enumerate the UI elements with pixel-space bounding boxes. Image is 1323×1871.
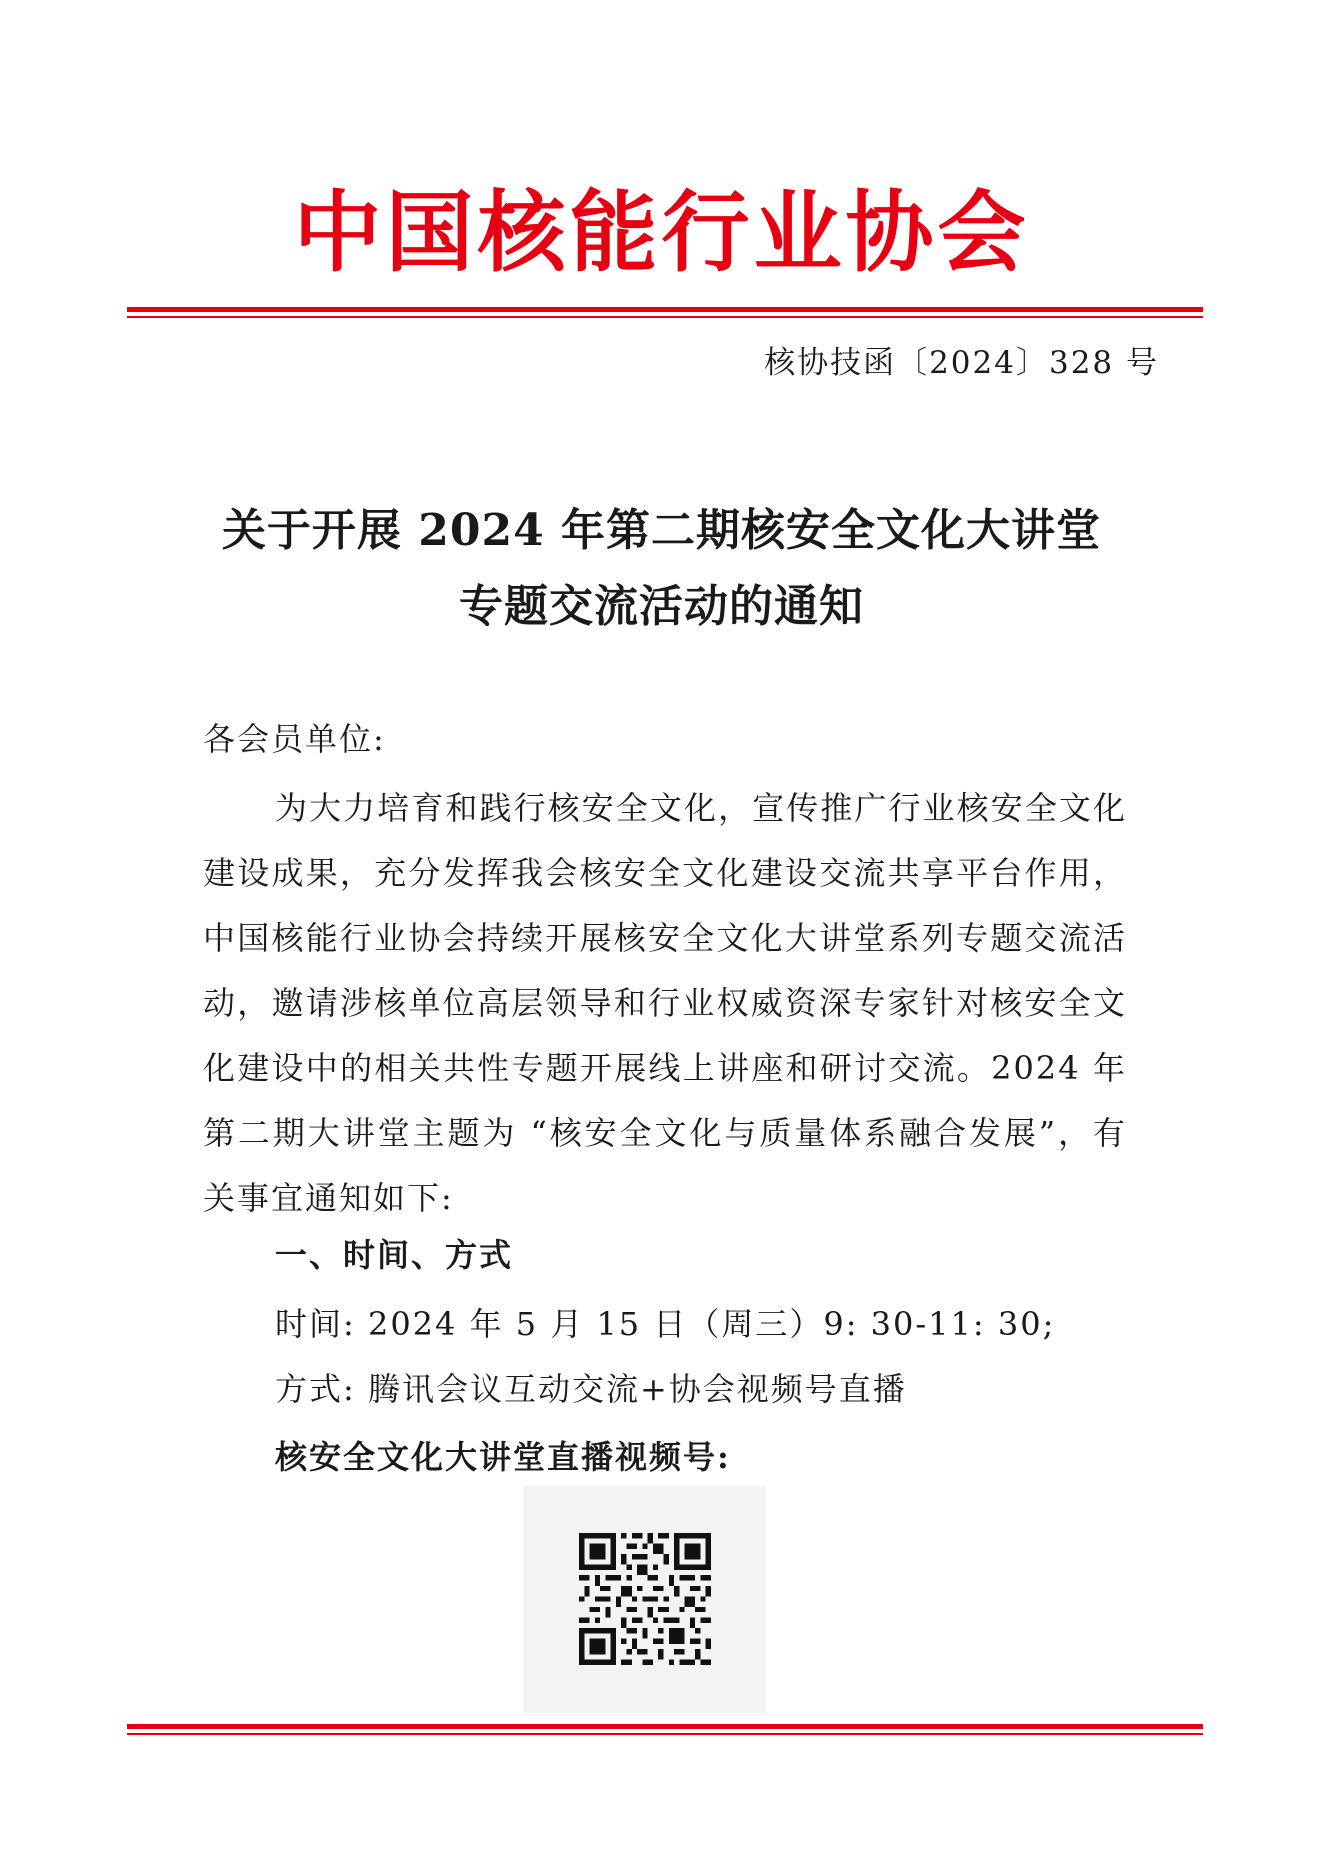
document-title-line-2: 专题交流活动的通知 [459,581,864,632]
header-divider [127,307,1203,318]
event-time: 时间: 2024 年 5 月 15 日（周三）9: 30-11: 30; [275,1305,1056,1343]
live-channel-label: 核安全文化大讲堂直播视频号: [275,1438,731,1476]
document-number: 核协技函〔2024〕328 号 [764,345,1159,381]
footer-divider [127,1724,1203,1735]
event-mode: 方式: 腾讯会议互动交流+协会视频号直播 [275,1370,907,1408]
qr-code[interactable] [523,1486,766,1713]
document-title-line-1: 关于开展 2024 年第二期核安全文化大讲堂 [221,505,1102,556]
organization-header: 中国核能行业协会 [293,180,1030,284]
footer-divider-thin [127,1733,1203,1735]
footer-divider-thick [127,1724,1203,1729]
document-title [0,493,1323,645]
qr-code-icon [579,1533,711,1665]
intro-paragraph: 为大力培育和践行核安全文化，宣传推广行业核安全文化建设成果，充分发挥我会核安全文化建设交流共享平台作用，中国核能行业协会持续开展核安全文化大讲堂系列专题交流活动，邀请涉核单位高层领导和行业权威资深专家针对核安全文化建设中的相关共性专题开展线上讲座和研讨交流。2024 年第二期大讲堂主题为 “核安全文化与质量体系融合发展”，有关事宜通知如下: [203,789,1127,1217]
section-heading: 一、时间、方式 [275,1236,514,1274]
header-divider-thick [127,307,1203,312]
header-divider-thin [127,316,1203,318]
salutation: 各会员单位: [203,720,386,758]
